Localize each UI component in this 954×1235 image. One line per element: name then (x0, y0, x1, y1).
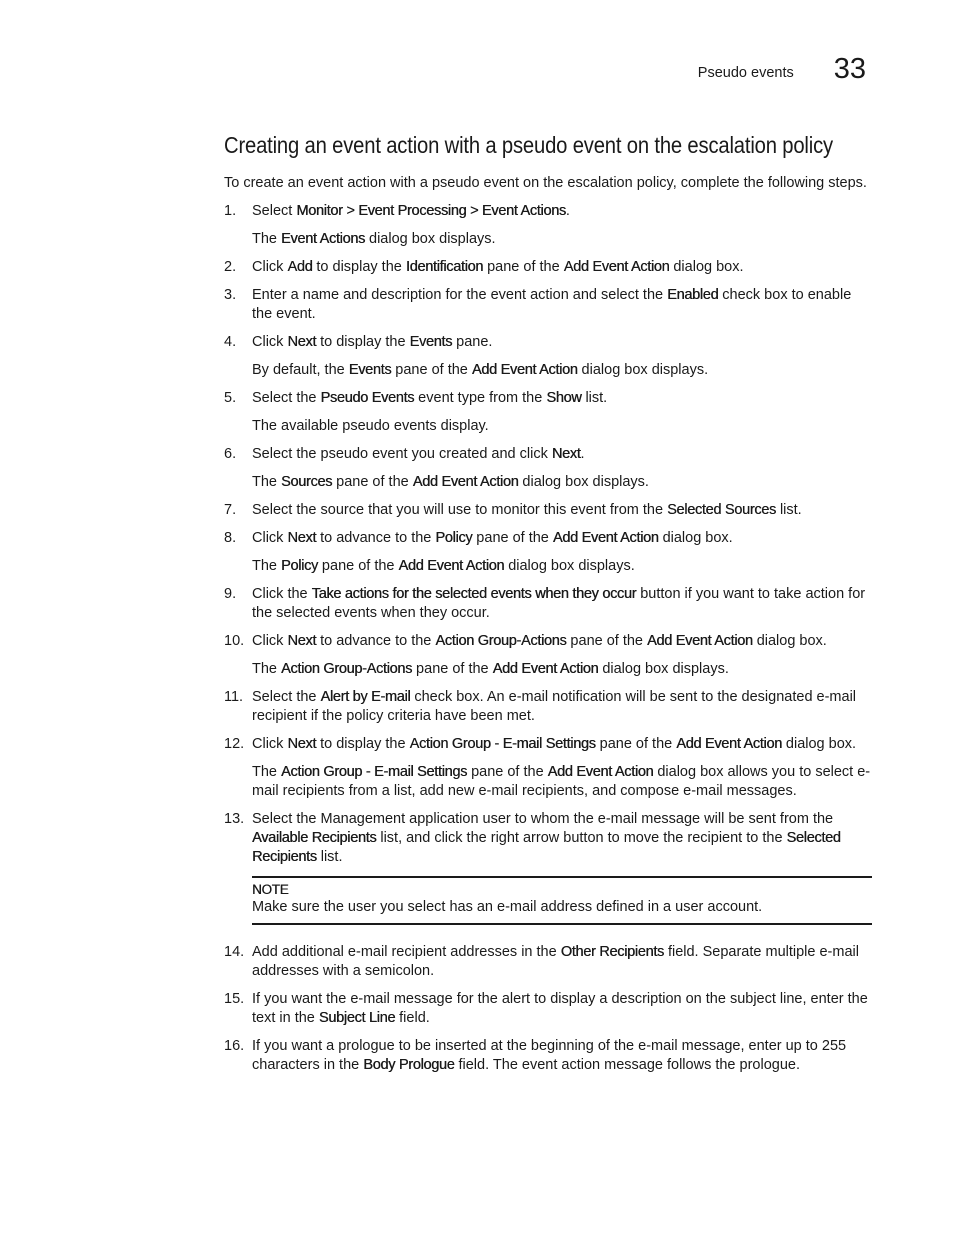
step-text: event type from the (414, 390, 547, 406)
step-number: 2. (224, 259, 237, 275)
ui-element-name: Add Event Action (676, 736, 782, 752)
step-instruction (252, 585, 872, 623)
ui-element-name: Next (551, 446, 581, 462)
step-text: Click (252, 259, 288, 275)
step-number: 15. (224, 991, 245, 1007)
step-text: If you want the e-mail message for the alert to display a description on the subject line, enter the text in the (252, 991, 868, 1026)
step-text: dialog box. (658, 530, 733, 546)
ui-element-name: Monitor > Event Processing > Event Actions (296, 203, 566, 219)
step-instruction (252, 688, 872, 726)
step-instruction (252, 943, 872, 981)
step-text: dialog box displays. (504, 558, 635, 574)
step-instruction (252, 445, 872, 464)
step-item (224, 286, 872, 324)
step-number: 12. (224, 736, 245, 752)
step-item (224, 445, 872, 464)
step-text: pane of the (566, 633, 648, 649)
running-header (698, 54, 866, 84)
step-result (252, 361, 872, 380)
step-item (224, 258, 872, 277)
step-text: dialog box displays. (598, 661, 729, 677)
step-instruction (252, 810, 872, 867)
ui-element-name: Event Actions (281, 231, 365, 247)
step-number: 7. (224, 502, 237, 518)
step-text: field. The event action message follows the prologue. (454, 1057, 800, 1073)
chapter-number: 33 (833, 53, 866, 85)
step-item (224, 688, 872, 726)
step-text: pane of the (483, 259, 564, 275)
intro-paragraph: To create an event action with a pseudo event on the escalation policy, complete the following steps. (224, 175, 867, 191)
step-text: check box. An e-mail notification will be sent to the designated e-mail recipient if the policy criteria have been met. (252, 689, 857, 724)
step-text: Select the (252, 390, 321, 406)
step-text: . (565, 203, 570, 219)
ui-element-name: Add Event Action (552, 530, 659, 546)
ui-element-name: Add (287, 259, 313, 275)
step-text: The (252, 661, 282, 677)
ui-element-name: Add Event Action (412, 474, 519, 490)
step-result (252, 763, 872, 801)
ui-element-name: Available Recipients (252, 830, 377, 846)
step-item (224, 632, 872, 651)
step-text: to display the (312, 259, 406, 275)
ui-element-name: Show (546, 390, 582, 406)
step-text: pane of the (412, 661, 493, 677)
step-text: dialog box. (669, 259, 744, 275)
step-text: list. (775, 502, 802, 518)
step-instruction (252, 735, 872, 754)
step-item (224, 529, 872, 548)
ui-element-name: Subject Line (318, 1010, 396, 1026)
step-result (252, 417, 872, 436)
note-label: NOTE (252, 882, 289, 897)
step-number: 3. (224, 287, 237, 303)
step-text: Select the (252, 689, 321, 705)
step-text: pane. (452, 334, 493, 350)
ui-element-name: Identification (405, 259, 484, 275)
step-number: 1. (224, 203, 237, 219)
step-text: pane of the (391, 362, 472, 378)
ui-element-name: Add Event Action (563, 259, 670, 275)
ui-element-name: Take actions for the selected events when they occur (311, 586, 637, 602)
step-text: to display the (316, 334, 410, 350)
step-item (224, 810, 872, 867)
procedure-content (224, 174, 872, 1084)
step-text: dialog box allows you to select e-mail recipients from a list, add new e-mail recipients, and compose e-mail messages. (252, 764, 871, 799)
note-text: Make sure the user you select has an e-mail address defined in a user account. (252, 899, 763, 915)
step-text: Select the pseudo event you created and click (252, 446, 552, 462)
step-text: Click (252, 736, 288, 752)
step-item (224, 333, 872, 352)
step-text: dialog box displays. (364, 231, 496, 247)
step-instruction (252, 389, 872, 408)
ui-element-name: Enabled (667, 287, 719, 303)
step-text: list. (316, 849, 343, 865)
step-item (224, 943, 872, 981)
step-text: pane of the (317, 558, 399, 574)
step-instruction (252, 1037, 872, 1075)
ui-element-name: Alert by E-mail (320, 689, 411, 705)
step-text: pane of the (332, 474, 413, 490)
step-instruction (252, 529, 872, 548)
ui-element-name: Add Event Action (492, 661, 599, 677)
step-text: pane of the (472, 530, 553, 546)
step-number: 14. (224, 944, 245, 960)
ui-element-name: Policy (435, 530, 473, 546)
ui-element-name: Action Group - E-mail Settings (409, 736, 596, 752)
step-result (252, 473, 872, 492)
step-text: Select (252, 203, 297, 219)
step-number: 8. (224, 530, 237, 546)
step-number: 13. (224, 811, 245, 827)
step-number: 10. (224, 633, 245, 649)
step-number: 9. (224, 586, 237, 602)
step-text: By default, the (252, 362, 349, 378)
step-text: to display the (316, 736, 410, 752)
step-instruction (252, 501, 872, 520)
ui-element-name: Selected Recipients (252, 830, 841, 865)
ui-element-name: Next (287, 530, 317, 546)
step-number: 16. (224, 1038, 245, 1054)
ui-element-name: Events (348, 362, 392, 378)
step-text: field. (395, 1010, 430, 1026)
step-text: list, and click the right arrow button to move the recipient to the (376, 830, 787, 846)
step-instruction (252, 286, 872, 324)
step-instruction (252, 202, 872, 221)
ui-element-name: Next (287, 633, 317, 649)
step-text: Select the Management application user to whom the e-mail message will be sent from the (252, 811, 834, 827)
step-text: The (252, 474, 282, 490)
step-text: The (252, 764, 282, 780)
step-text: field. Separate multiple e-mail addresses with a semicolon. (252, 944, 859, 979)
step-number: 11. (224, 689, 244, 705)
ui-element-name: Action Group-Actions (281, 661, 413, 677)
step-text: check box to enable the event. (252, 287, 852, 322)
step-instruction (252, 990, 872, 1028)
step-text: dialog box. (752, 633, 827, 649)
ui-element-name: Add Event Action (647, 633, 753, 649)
ui-element-name: Sources (281, 474, 333, 490)
ui-element-name: Selected Sources (667, 502, 776, 518)
step-text: pane of the (595, 736, 677, 752)
step-text: The available pseudo events display. (252, 418, 489, 434)
step-item (224, 990, 872, 1028)
step-instruction (252, 333, 872, 352)
ui-element-name: Body Prologue (363, 1057, 455, 1073)
section-name: Pseudo events (697, 65, 794, 81)
step-text: If you want a prologue to be inserted at the beginning of the e-mail message, enter up to 255 characters in the (252, 1038, 847, 1073)
ui-element-name: Pseudo Events (320, 390, 415, 406)
ui-element-name: Add Event Action (471, 362, 578, 378)
step-text: Click (252, 530, 288, 546)
step-list (224, 202, 872, 1075)
step-item (224, 501, 872, 520)
step-item (224, 585, 872, 623)
step-item (224, 389, 872, 408)
step-text: Click the (252, 586, 312, 602)
step-text: list. (581, 390, 608, 406)
step-text: button if you want to take action for the selected events when they occur. (252, 586, 866, 621)
ui-element-name: Next (287, 334, 317, 350)
step-number: 6. (224, 446, 237, 462)
step-text: Click (252, 633, 288, 649)
step-text: Enter a name and description for the event action and select the (252, 287, 668, 303)
step-text: Select the source that you will use to monitor this event from the (252, 502, 668, 518)
ui-element-name: Policy (281, 558, 318, 574)
step-text: dialog box displays. (518, 474, 649, 490)
ui-element-name: Add Event Action (547, 764, 654, 780)
step-text: . (580, 446, 585, 462)
step-number: 5. (224, 390, 237, 406)
step-result (252, 557, 872, 576)
step-instruction (252, 632, 872, 651)
step-item (224, 202, 872, 221)
ui-element-name: Action Group-Actions (435, 633, 567, 649)
step-text: Click (252, 334, 288, 350)
step-number: 4. (224, 334, 237, 350)
page-title: Creating an event action with a pseudo event on the escalation policy (224, 132, 833, 158)
ui-element-name: Add Event Action (398, 558, 505, 574)
step-text: to advance to the (316, 530, 436, 546)
step-item (224, 1037, 872, 1075)
step-text: dialog box displays. (577, 362, 709, 378)
note-box (252, 876, 872, 925)
step-instruction (252, 258, 872, 277)
step-text: The (252, 558, 282, 574)
step-text: Add additional e-mail recipient addresses in the (252, 944, 561, 960)
ui-element-name: Action Group - E-mail Settings (281, 764, 468, 780)
step-text: to advance to the (316, 633, 436, 649)
step-text: pane of the (467, 764, 548, 780)
step-result (252, 660, 872, 679)
step-text: The (252, 231, 282, 247)
ui-element-name: Events (409, 334, 453, 350)
ui-element-name: Next (287, 736, 317, 752)
ui-element-name: Other Recipients (560, 944, 664, 960)
step-text: dialog box. (781, 736, 857, 752)
step-item (224, 735, 872, 754)
step-result (252, 230, 872, 249)
